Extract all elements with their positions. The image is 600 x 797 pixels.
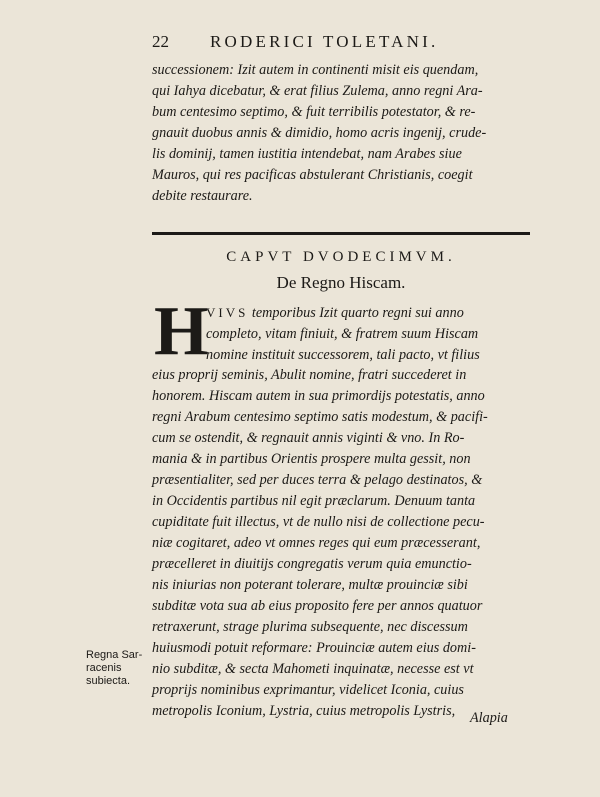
- text-fragment: temporibus Izit quarto regni sui anno: [248, 305, 464, 321]
- text-line: metropolis Iconium, Lystria, cuius metropolis Lystris,: [152, 703, 456, 719]
- text-line: completo, vitam finiuit, & fratrem suum Hiscam: [206, 326, 479, 342]
- page-number: 22: [152, 32, 169, 51]
- marginal-note: [86, 649, 148, 688]
- running-head: RODERICI TOLETANI.: [210, 32, 439, 51]
- text-line: in Occidentis partibus nil egit præclarum. Denuum tanta: [152, 493, 476, 509]
- drop-cap: H: [154, 293, 209, 370]
- marginal-line: racenis: [86, 662, 122, 674]
- top-paragraph: [152, 60, 532, 207]
- text-line: cum se ostendit, & regnauit annis viginti & vno. In Ro-: [152, 430, 465, 446]
- text-line: nomine instituit successorem, tali pacto, vt filius: [206, 347, 480, 363]
- text-line: nio subditæ, & secta Mahometi inquinatæ, necesse est vt: [152, 661, 474, 677]
- text-line: huiusmodi potuit reformare: Prouinciæ autem eius domi-: [152, 640, 476, 656]
- main-paragraph: [152, 365, 532, 722]
- text-line: regni Arabum centesimo septimo satis modestum, & pacifi-: [152, 409, 488, 425]
- catchword: Alapia: [470, 710, 508, 726]
- smallcaps-word: VIVS: [206, 305, 249, 320]
- text-line: eius proprij seminis, Abulit nomine, fratri succederet in: [152, 367, 467, 383]
- text-line: qui Iahya dicebatur, & erat filius Zulema, anno regni Ara-: [152, 83, 483, 99]
- text-line: præsentialiter, sed per duces terra & pelago destinatos, &: [152, 472, 483, 488]
- text-line: mania & in partibus Orientis prospere multa gessit, non: [152, 451, 471, 467]
- marginal-line: subiecta.: [86, 675, 131, 687]
- text-line: subditæ vota sua ab eius proposito fere per annos quatuor: [152, 598, 483, 614]
- text-line: honorem. Hiscam autem in sua primordijs potestatis, anno: [152, 388, 485, 404]
- text-line: debite restaurare.: [152, 188, 253, 204]
- text-line: præcelleret in diuitijs congregatis verum quia emunctio-: [152, 556, 472, 572]
- chapter-subtitle: De Regno Hiscam.: [276, 273, 406, 292]
- text-line: retraxerunt, strage plurima subsequente, nec discessum: [152, 619, 468, 635]
- text-line: Mauros, qui res pacificas abstulerant Christianis, coegit: [152, 167, 473, 183]
- text-line: nis iniurias non poterant tolerare, multæ prouinciæ sibi: [152, 577, 468, 593]
- section-divider-rule: [152, 232, 530, 235]
- text-line: cupiditate fuit illectus, vt de nullo nisi de collectione pecu-: [152, 514, 485, 530]
- marginal-line: Regna Sar-: [86, 649, 143, 661]
- text-line: niæ cogitaret, adeo vt omnes reges qui eum præcesserant,: [152, 535, 481, 551]
- page-header: [152, 32, 532, 56]
- text-line: bum centesimo septimo, & fuit terribilis potestator, & re-: [152, 104, 476, 120]
- text-line: [206, 302, 536, 324]
- text-line: proprijs nominibus exprimantur, videlicet Iconia, cuius: [152, 682, 464, 698]
- text-line: successionem: Izit autem in continenti misit eis quendam,: [152, 62, 479, 78]
- first-paragraph-lead: [206, 302, 536, 366]
- chapter-title: CAPVT DVODECIMVM.: [226, 249, 456, 265]
- text-line: gnauit duobus annis & dimidio, homo acris ingenij, crude-: [152, 125, 487, 141]
- text-line: lis dominij, tamen iustitia intendebat, nam Arabes siue: [152, 146, 462, 162]
